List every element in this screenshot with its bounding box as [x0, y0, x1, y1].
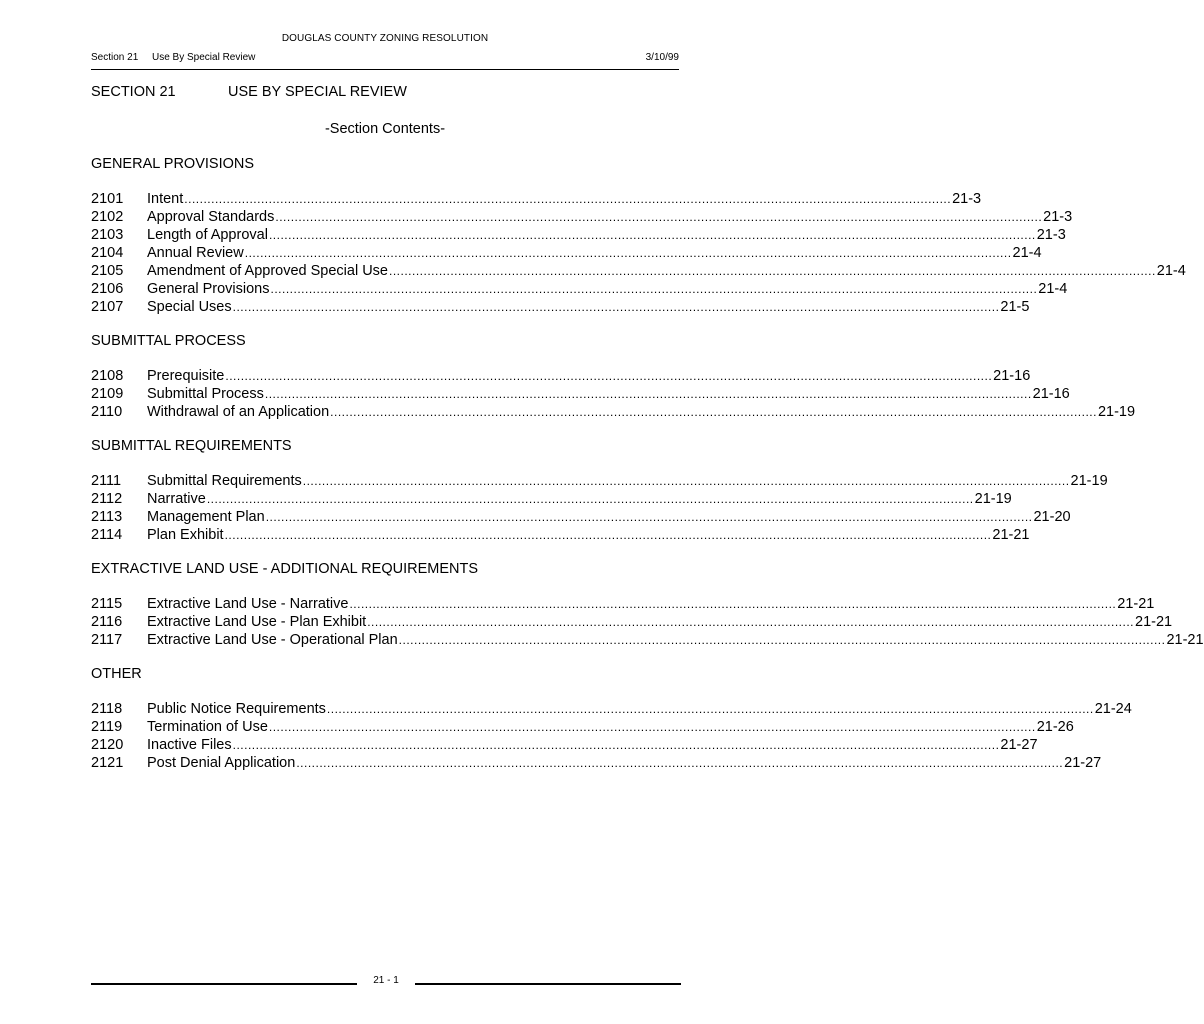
- toc-entry-page: 21-4: [1012, 245, 1042, 261]
- toc-entry[interactable]: [91, 754, 1102, 772]
- footer-page-number: 21 - 1: [373, 975, 399, 986]
- toc-dot-leader: ........................................................................................................................................................................................................: [264, 387, 1032, 401]
- toc-group-entries: [91, 472, 1108, 544]
- toc-entry-title: Narrative: [147, 491, 206, 507]
- toc-dot-leader: ........................................................................................................................................................................................................: [302, 474, 1070, 488]
- toc-entry-page: 21-3: [1043, 209, 1073, 225]
- toc-dot-leader: ........................................................................................................................................................................................................: [265, 510, 1033, 524]
- section-contents-label: -Section Contents-: [324, 121, 446, 137]
- toc-entry-page: 21-19: [1097, 404, 1136, 420]
- running-header: [91, 52, 679, 66]
- toc-dot-leader: ........................................................................................................................................................................................................: [224, 528, 992, 542]
- toc-dot-leader: ........................................................................................................................................................................................................: [232, 738, 1000, 752]
- toc-entry-number: 2113: [91, 509, 123, 525]
- toc-entry-number: 2111: [91, 473, 122, 489]
- toc-entry[interactable]: [91, 385, 1070, 403]
- toc-entry-title: Management Plan: [147, 509, 265, 525]
- toc-entry[interactable]: [91, 190, 982, 208]
- toc-dot-leader: ........................................................................................................................................................................................................: [268, 228, 1036, 242]
- toc-dot-leader: ........................................................................................................................................................................................................: [326, 702, 1094, 716]
- toc-entry-title: Public Notice Requirements: [147, 701, 326, 717]
- toc-entry-number: 2110: [91, 404, 123, 420]
- toc-entry[interactable]: [91, 490, 1012, 508]
- toc-group-entries: [91, 190, 1186, 316]
- toc-dot-leader: ........................................................................................................................................................................................................: [389, 264, 1156, 278]
- toc-dot-leader: ........................................................................................................................................................................................................: [367, 615, 1135, 629]
- toc-entry-number: 2117: [91, 632, 123, 648]
- toc-dot-leader: ........................................................................................................................................................................................................: [349, 597, 1117, 611]
- toc-entry[interactable]: [91, 226, 1066, 244]
- toc-entry[interactable]: [91, 736, 1038, 754]
- toc-entry-number: 2101: [91, 191, 124, 207]
- toc-entry-title: Approval Standards: [147, 209, 275, 225]
- header-section-number: Section 21: [91, 52, 139, 63]
- toc-group-title: OTHER: [91, 666, 142, 682]
- toc-entry-page: 21-4: [1156, 263, 1186, 279]
- section-heading-title: USE BY SPECIAL REVIEW: [228, 84, 407, 100]
- toc-entry-number: 2109: [91, 386, 124, 402]
- toc-entry-page: 21-16: [993, 368, 1031, 384]
- document-header-title: DOUGLAS COUNTY ZONING RESOLUTION: [281, 33, 489, 44]
- page-footer: [91, 973, 681, 993]
- header-divider: [91, 69, 679, 70]
- toc-group: [91, 560, 1204, 649]
- toc-group: [91, 665, 1132, 772]
- toc-entry[interactable]: [91, 244, 1042, 262]
- toc-entry[interactable]: [91, 631, 1204, 649]
- toc-entry[interactable]: [91, 595, 1155, 613]
- toc-entry-title: Submittal Process: [147, 386, 264, 402]
- toc-entry-number: 2115: [91, 596, 123, 612]
- toc-entry-page: 21-26: [1036, 719, 1074, 735]
- toc-entry-page: 21-20: [1033, 509, 1071, 525]
- toc-entry-title: Post Denial Application: [147, 755, 296, 771]
- toc-dot-leader: ........................................................................................................................................................................................................: [296, 756, 1064, 770]
- toc-entry-number: 2116: [91, 614, 123, 630]
- toc-entry-title: Withdrawal of an Application: [147, 404, 330, 420]
- footer-rule-right: [415, 983, 681, 985]
- toc-entry-page: 21-21: [1117, 596, 1155, 612]
- toc-group-title: SUBMITTAL PROCESS: [91, 333, 246, 349]
- toc-entry-number: 2105: [91, 263, 124, 279]
- toc-entry-number: 2118: [91, 701, 123, 717]
- toc-dot-leader: ........................................................................................................................................................................................................: [206, 492, 974, 506]
- toc-entry[interactable]: [91, 298, 1030, 316]
- toc-entry-title: Extractive Land Use - Narrative: [147, 596, 349, 612]
- toc-entry-page: 21-24: [1094, 701, 1132, 717]
- toc-entry-page: 21-4: [1038, 281, 1068, 297]
- toc-group-title: EXTRACTIVE LAND USE - ADDITIONAL REQUIREMENTS: [91, 561, 478, 577]
- toc-dot-leader: ........................................................................................................................................................................................................: [268, 720, 1036, 734]
- toc-dot-leader: ........................................................................................................................................................................................................: [398, 633, 1166, 647]
- toc-entry[interactable]: [91, 526, 1030, 544]
- toc-entry-page: 21-3: [952, 191, 982, 207]
- toc-entry[interactable]: [91, 613, 1173, 631]
- toc-entry[interactable]: [91, 262, 1186, 280]
- toc-entry-number: 2102: [91, 209, 124, 225]
- toc-entry-page: 21-3: [1036, 227, 1066, 243]
- toc-entry-page: 21-5: [1000, 299, 1030, 315]
- toc-entry-title: Plan Exhibit: [147, 527, 224, 543]
- toc-entry-title: Amendment of Approved Special Use: [147, 263, 388, 279]
- toc-entry-number: 2108: [91, 368, 124, 384]
- toc-entry[interactable]: [91, 367, 1031, 385]
- header-date: 3/10/99: [645, 52, 679, 63]
- toc-dot-leader: ........................................................................................................................................................................................................: [225, 369, 993, 383]
- toc-entry-number: 2119: [91, 719, 123, 735]
- toc-entry[interactable]: [91, 718, 1074, 736]
- toc-dot-leader: ........................................................................................................................................................................................................: [275, 210, 1043, 224]
- toc-entry-title: Intent: [147, 191, 184, 207]
- toc-group-entries: [91, 700, 1132, 772]
- toc-group-entries: [91, 595, 1204, 649]
- toc-dot-leader: ........................................................................................................................................................................................................: [244, 246, 1012, 260]
- toc-entry-number: 2120: [91, 737, 124, 753]
- toc-entry-title: Submittal Requirements: [147, 473, 302, 489]
- toc-entry-page: 21-21: [1135, 614, 1173, 630]
- toc-dot-leader: ........................................................................................................................................................................................................: [330, 405, 1097, 419]
- toc-entry-title: Annual Review: [147, 245, 244, 261]
- toc-entry-page: 21-19: [1070, 473, 1108, 489]
- toc-entry[interactable]: [91, 208, 1073, 226]
- toc-entry-page: 21-27: [1064, 755, 1102, 771]
- toc-entry[interactable]: [91, 403, 1136, 421]
- toc-group: [91, 332, 1136, 421]
- toc-entry-page: 21-21: [992, 527, 1030, 543]
- toc-entry-number: 2114: [91, 527, 123, 543]
- toc-entry[interactable]: [91, 508, 1071, 526]
- toc-entry-number: 2112: [91, 491, 123, 507]
- toc-entry-number: 2121: [91, 755, 124, 771]
- toc-entry-page: 21-19: [974, 491, 1012, 507]
- table-of-contents: [91, 155, 1204, 788]
- toc-group-title: SUBMITTAL REQUIREMENTS: [91, 438, 292, 454]
- toc-entry-title: Inactive Files: [147, 737, 232, 753]
- toc-entry-number: 2104: [91, 245, 124, 261]
- toc-entry-title: Prerequisite: [147, 368, 225, 384]
- toc-entry-title: Length of Approval: [147, 227, 268, 243]
- toc-entry-page: 21-27: [1000, 737, 1038, 753]
- toc-entry[interactable]: [91, 280, 1068, 298]
- toc-group-entries: [91, 367, 1136, 421]
- toc-entry-title: General Provisions: [147, 281, 270, 297]
- toc-dot-leader: ........................................................................................................................................................................................................: [184, 192, 952, 206]
- toc-entry-title: Special Uses: [147, 299, 232, 315]
- section-heading-number: SECTION 21: [91, 84, 176, 100]
- header-section-title: Use By Special Review: [152, 52, 256, 63]
- toc-entry-number: 2107: [91, 299, 124, 315]
- toc-entry-title: Termination of Use: [147, 719, 268, 735]
- toc-group: [91, 437, 1108, 544]
- toc-entry-page: 21-16: [1032, 386, 1070, 402]
- toc-entry[interactable]: [91, 700, 1132, 718]
- toc-entry-number: 2106: [91, 281, 124, 297]
- toc-entry-page: 21-21: [1166, 632, 1204, 648]
- toc-entry-title: Extractive Land Use - Plan Exhibit: [147, 614, 367, 630]
- toc-entry-title: Extractive Land Use - Operational Plan: [147, 632, 398, 648]
- toc-entry-number: 2103: [91, 227, 124, 243]
- toc-entry[interactable]: [91, 472, 1108, 490]
- toc-dot-leader: ........................................................................................................................................................................................................: [232, 300, 1000, 314]
- toc-group-title: GENERAL PROVISIONS: [91, 156, 255, 172]
- toc-group: [91, 155, 1186, 316]
- toc-dot-leader: ........................................................................................................................................................................................................: [270, 282, 1038, 296]
